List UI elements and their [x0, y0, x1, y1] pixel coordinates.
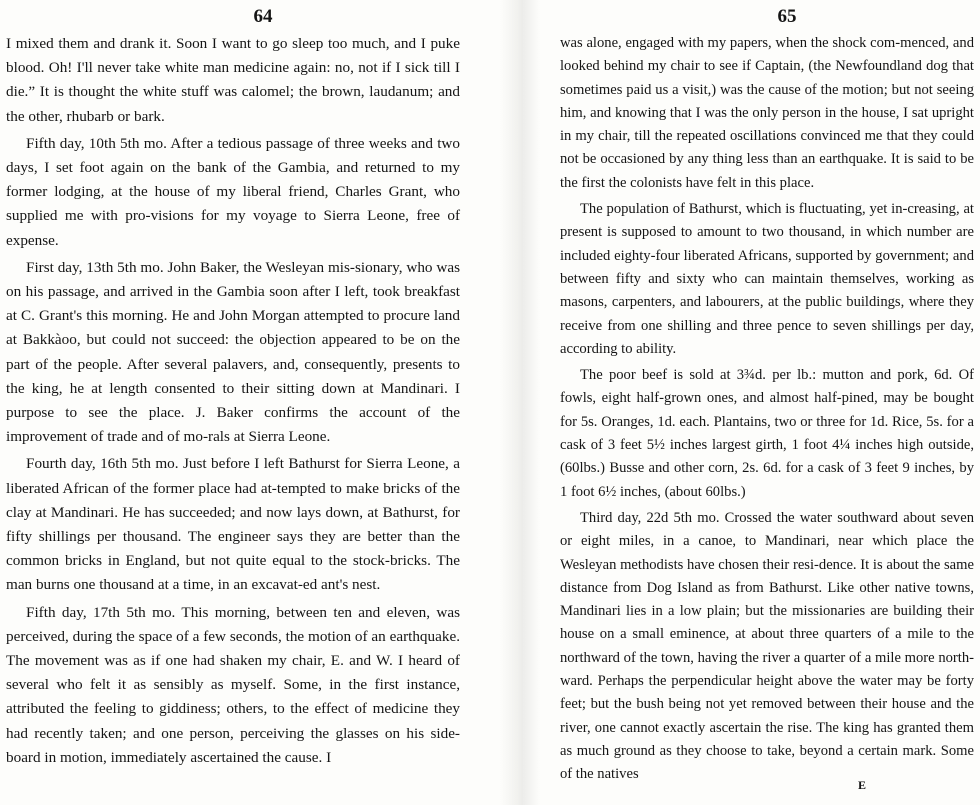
- left-paragraph-2: Fifth day, 10th 5th mo. After a tedious passage of three weeks and two days, I set foot again on the bank of the Gambia, and returned to my former lodging, at the house of my liberal friend, Charles Grant, who supplied me with pro-visions for my voyage to Sierra Leone, free of expense.: [6, 134, 460, 249]
- right-paragraph-3: The poor beef is sold at 3¾d. per lb.: mutton and pork, 6d. Of fowls, eight half-grown ones, and almost half-pined, may be bought for 5s. Oranges, 1d. each. Plantains, two or three for 1d. Rice, 5s. for a cask of 3 feet 5½ inches largest girth, 1 foot 4¼ inches high outside, (60lbs.) Busse and other corn, 2s. 6d. for a cask of 3 feet 9 inches, by 1 foot 6½ inches, (about 60lbs.): [560, 367, 974, 500]
- right-paragraph-2: The population of Bathurst, which is fluctuating, yet in-creasing, at present is supposed to amount to two thousand, in which number are included eighty-four liberated Africans, supported by government; and between fifty and sixty who can maintain themselves, working as masons, carpenters, and labourers, at the public buildings, where they receive from one shilling and three pence to seven shillings per day, according to ability.: [560, 201, 974, 357]
- left-paragraph-4: Fourth day, 16th 5th mo. Just before I left Bathurst for Sierra Leone, a liberated African of the former place had at-tempted to make bricks of the clay at Mandinari. He has succeeded; and now lays down, at Bathurst, for fifty shillings per thousand. The engineer says they are better than the common bricks in England, but not quite equal to the stock-bricks. The man burns one thousand at a time, in an excavat-ed ant's nest.: [6, 455, 460, 594]
- signature-mark: E: [857, 778, 866, 792]
- page-number-left: 64: [253, 6, 273, 27]
- left-paragraph-5: Fifth day, 17th 5th mo. This morning, between ten and eleven, was perceived, during the space of a few seconds, the motion of an earthquake. The movement was as if one had shaken my chair, E. and W. I heard of several who felt it as sensibly as myself. Some, in the first instance, attributed the feeling to giddiness; others, to the effect of medicine they had recently taken; and one person, perceiving the glasses on his side-board in motion, immediately ascertained the cause. I: [6, 603, 460, 766]
- left-paragraph-1: I mixed them and drank it. Soon I want to go sleep too much, and I puke blood. Oh! I'll never take white man medicine again: no, not if I sick till I die.” It is thought the white stuff was calomel; the brown, laudanum; and the other, rhubarb or bark.: [6, 35, 460, 125]
- book-gutter: [500, 0, 540, 805]
- right-paragraph-4: Third day, 22d 5th mo. Crossed the water southward about seven or eight miles, in a canoe, to Mandinari, near which place the Wesleyan methodists have chosen their resi-dence. It is about the same distance from Dog Island as from Bathurst. Like other native towns, Mandinari lies in a low plain; but the missionaries are building their house on a small eminence, at about three quarters of a mile to the northward of the town, having the river a quarter of a mile more north-ward. Perhaps the perpendicular height above the water may be forty feet; but the bush being not yet removed between their house and the river, one cannot exactly ascertain the rise. The king has granted them as much ground as they choose to take, beyond a certain mark. Some of the natives: [560, 509, 974, 783]
- left-paragraph-3: First day, 13th 5th mo. John Baker, the Wesleyan mis-sionary, who was on his passage, and arrived in the Gambia soon after I left, took breakfast at C. Grant's this morning. He and John Morgan attempted to procure land at Bakkàoo, but could not succeed: the objection appeared to be on the part of the people. After several palavers, and, consequently, presents to the king, he at length consented to their sitting down at Mandinari. I purpose to see the place. J. Baker confirms the account of the improvement of trade and of mo-rals at Sierra Leone.: [6, 258, 460, 446]
- right-paragraph-1: was alone, engaged with my papers, when the shock com-menced, and looked behind my chair to see if Captain, (the Newfoundland dog that sometimes paid us a visit,) was the cause of the motion; but not seeing him, and knowing that I was the only person in the house, I sat upright in my chair, till the repeated oscillations convinced me that they could not be occasioned by any thing less than an earthquake. It is said to be the first the colonists have felt in this place.: [560, 35, 974, 191]
- page-number-right: 65: [777, 6, 797, 27]
- right-page: [554, 0, 980, 805]
- left-page: [0, 0, 478, 805]
